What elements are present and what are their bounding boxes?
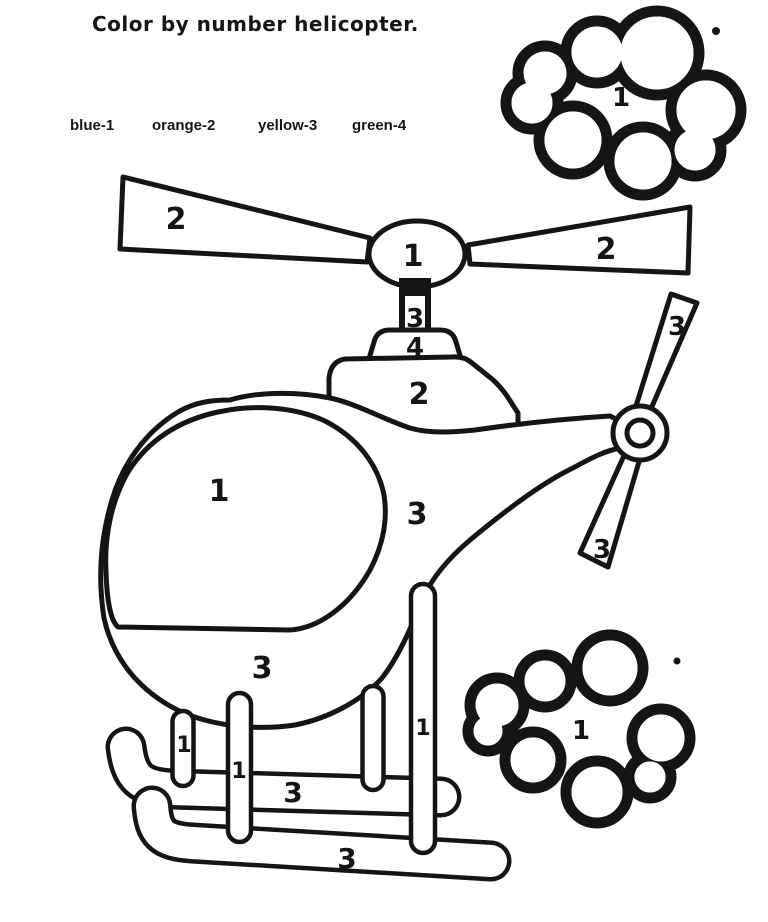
speck-dot-top xyxy=(712,27,720,35)
tail-rotor-hub-center xyxy=(627,420,653,446)
number-top-cloud: 1 xyxy=(611,83,631,113)
legend-item-orange: orange-2 xyxy=(152,117,216,134)
speck-dot-bottom xyxy=(674,658,681,665)
small-strut xyxy=(363,686,384,790)
tail-rotor-upper-blade xyxy=(636,294,697,411)
number-body-lower: 3 xyxy=(251,651,273,686)
main-rotor-left-blade xyxy=(120,177,370,262)
number-left-blade: 2 xyxy=(165,202,187,237)
number-mast-base: 4 xyxy=(405,333,425,363)
page-title: Color by number helicopter. xyxy=(92,12,419,36)
number-upper-skid: 3 xyxy=(283,776,303,809)
number-rear-strut: 1 xyxy=(415,716,431,741)
legend-item-blue: blue-1 xyxy=(70,117,115,134)
number-mid-strut: 1 xyxy=(231,759,247,784)
number-tail-lower: 3 xyxy=(592,535,612,565)
number-front-strut: 1 xyxy=(176,733,192,758)
number-body: 3 xyxy=(406,497,428,532)
number-right-blade: 2 xyxy=(595,232,617,267)
number-lower-skid: 3 xyxy=(337,842,357,875)
number-rotor-hub: 1 xyxy=(402,239,424,274)
number-tail-upper: 3 xyxy=(667,312,687,342)
legend-item-green: green-4 xyxy=(352,117,407,134)
main-rotor-right-blade xyxy=(468,207,690,273)
number-mast: 3 xyxy=(405,304,425,334)
number-window: 1 xyxy=(208,474,230,509)
legend-item-yellow: yellow-3 xyxy=(258,117,318,134)
number-bottom-cloud: 1 xyxy=(571,716,591,746)
number-cowling: 2 xyxy=(408,377,430,412)
